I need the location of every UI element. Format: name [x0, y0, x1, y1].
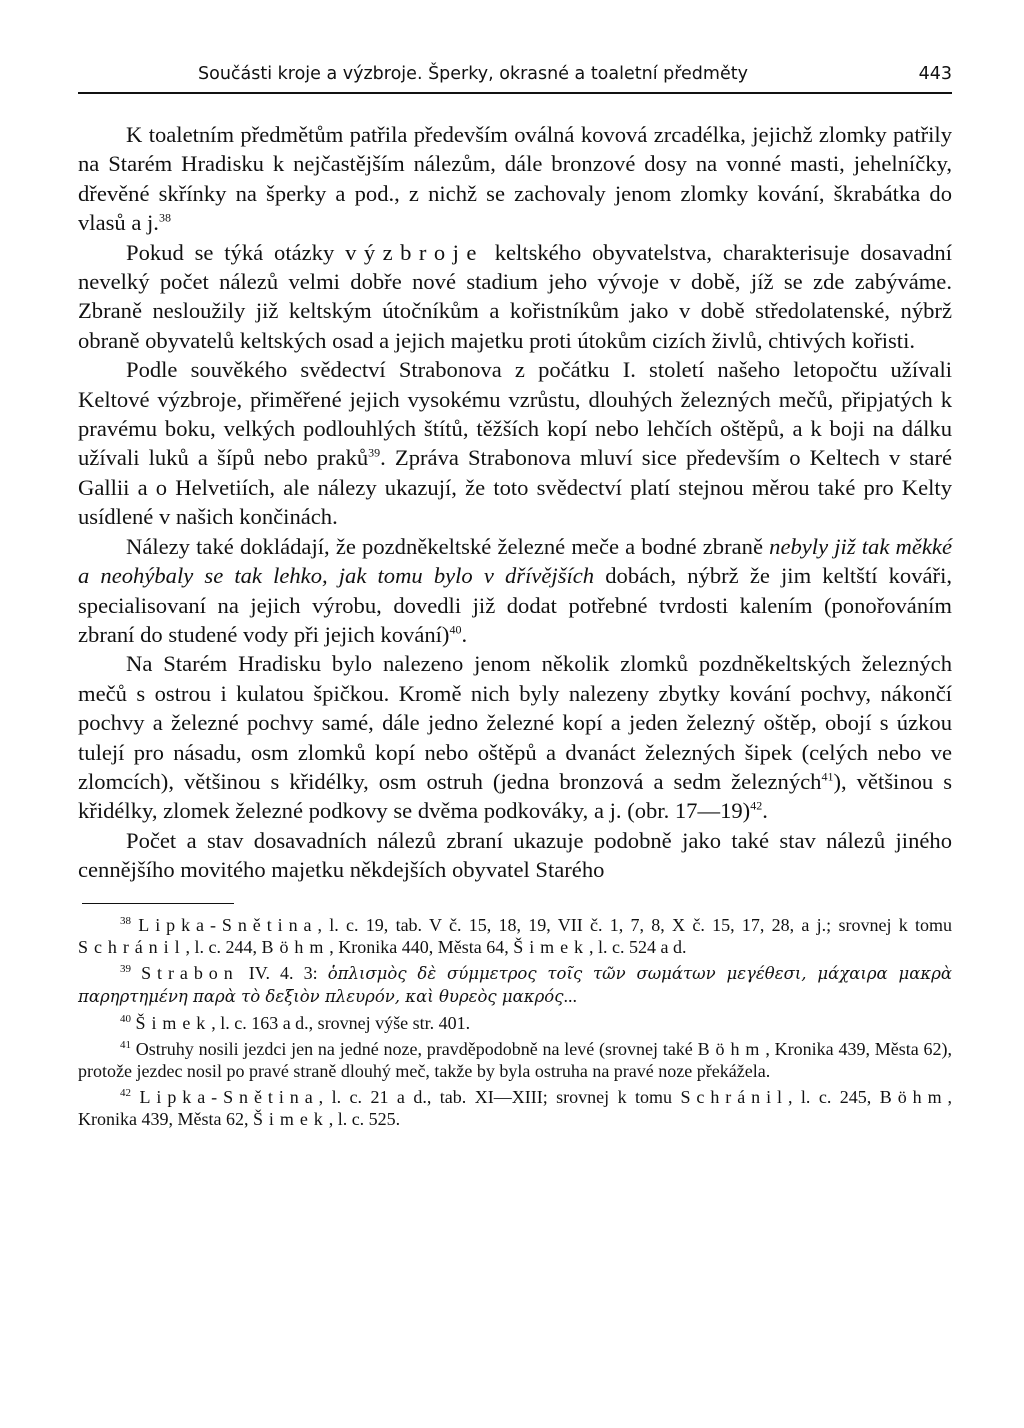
author-name: Böhm	[261, 937, 330, 958]
footnote-41	[78, 1038, 952, 1083]
paragraph-state	[78, 826, 952, 885]
page-number: 443	[918, 64, 952, 84]
footnote-text: , l. c. 244,	[185, 937, 258, 958]
author-name: Böhm	[697, 1038, 766, 1059]
paragraph-text: keltského obyvatelstva, charakterisuje dosavadní nevelký počet nálezů velmi dobře nové stadium jeho vývoje v době, jíž se zde zabýváme. Zbraně nesloužily již keltským útočníkům a kořistníkům jako v době středolatenské, nýbrž obraně obyvatelů keltských osad a jejich majetku proti útokům cizích živlů, chtivých kořisti.	[78, 239, 952, 353]
paragraph-text: Na Starém Hradisku bylo nalezeno jenom několik zlomků pozdněkeltských železných mečů s ostrou i kulatou špičkou. Kromě nich byly nalezeny zbytky kování pochvy, nákončí pochvy a železné pochvy samé, dále jedno železné kopí a jeden železný oštěp, obojí s úzkou tulejí pro násadu, osm zlomků kopí nebo oštěpů a dvanáct železných šipek (celých nebo ve zlomcích), většinou s křidélky, osm ostruh (jedna bronzová a sedm železných	[78, 651, 952, 794]
paragraph-text: ), většinou s křidélky, zlomek železné podkovy se dvěma podkováky, a j. (obr. 17—19)	[78, 768, 952, 824]
footnote-42	[78, 1086, 952, 1131]
footnote-39	[78, 962, 952, 1009]
author-name: Lipka-Snětina	[138, 914, 318, 935]
footnote-text: , l. c. 21 a d., tab. XI—XIII; srovnej k tomu	[318, 1086, 673, 1107]
paragraph-toiletries	[78, 120, 952, 238]
footnote-text: , Kronika 439, Města 62), protože jezdec nosil po pravé straně dlouhý meč, takže by byla ostruha na pravé noze překážela.	[78, 1038, 953, 1082]
greek-quote: ὁπλισμὸς δὲ σύμμετρος τοῖς τῶν σωμάτων μεγέθεσι, μάχαιρα μακρὰ παρηρτημένη παρὰ τὸ δεξιὸν πλευρόν, καὶ θυρεὸς μακρός	[78, 963, 953, 1007]
footnote-number: 38	[120, 914, 131, 927]
footnote-ref-39: 39	[368, 445, 381, 460]
paragraph-armament	[78, 238, 952, 356]
main-text	[78, 120, 952, 885]
footnote-text: , l. c. 19, tab. V č. 15, 18, 19, VII č. 1, 7, 8, X č. 15, 17, 28, a j.; srovnej k tomu	[317, 914, 952, 935]
author-name: Lipka-Snětina	[139, 1086, 319, 1107]
footnote-40	[78, 1012, 952, 1035]
paragraph-finds	[78, 649, 952, 825]
paragraph-text: Nálezy také dokládají, že pozdněkeltské železné meče a bodné zbraně	[126, 533, 763, 559]
paragraph-text: K toaletním předmětům patřila především oválná kovová zrcadélka, jejichž zlomky patřily na Starém Hradisku k nejčastějším nálezům, dále bronzové dosy na vonné masti, jehelníčky, dřevěné skřínky na šperky a pod., z nichž se zachovaly jenom zlomky kování, škrabátka do vlasů a j.	[78, 122, 952, 236]
footnote-number: 39	[120, 962, 131, 975]
author-name: Šimek	[252, 1109, 329, 1130]
paragraph-swords	[78, 532, 952, 650]
footnote-38	[78, 914, 952, 959]
footnote-text: , Kronika 440, Města 64,	[329, 937, 509, 958]
footnote-divider	[82, 903, 234, 904]
book-page	[78, 64, 952, 1134]
footnotes	[78, 914, 952, 1131]
footnote-number: 41	[120, 1038, 131, 1051]
emphasized-word: výzbroje	[345, 239, 484, 265]
footnote-text: , l. c. 525.	[328, 1109, 401, 1130]
footnote-text: IV. 4. 3:	[248, 962, 318, 983]
footnote-number: 42	[120, 1086, 131, 1099]
paragraph-text: . Zpráva Strabonova mluví sice především o Keltech v staré Gallii a o Helvetiích, ale nálezy ukazují, že toto svědectví platí stejnou měrou také pro Kelty usídlené v našich končinách.	[78, 445, 952, 530]
author-name: Schránil	[680, 1086, 788, 1107]
paragraph-text: Podle souvěkého svědectví Strabonova z počátku I. století našeho letopočtu užívali Keltové výzbroje, přiměřené jejich vysokému vzrůstu, dlouhých železných mečů, připjatých k pravému boku, velkých podlouhlých štítů, těžších kopí nebo lehčích oštěpů, a k boji na dálku užívali luků a šípů nebo praků	[78, 357, 952, 471]
author-name: Šimek	[135, 1012, 212, 1033]
footnote-ref-38: 38	[158, 210, 171, 225]
author-name: Šimek	[513, 937, 589, 958]
paragraph-text: Pokud se týká otázky	[126, 239, 335, 265]
footnote-number: 40	[120, 1012, 131, 1025]
running-header	[78, 64, 952, 94]
italic-text: nebyly již tak měkké a neohýbaly se tak lehko, jak tomu bylo v dřívějších	[78, 533, 952, 589]
footnote-text: Ostruhy nosili jezdci jen na jedné noze, pravděpodobně na levé (srovnej také	[135, 1038, 693, 1059]
footnote-text: , l. c. 524 a d.	[588, 937, 687, 958]
author-name: Böhm	[879, 1086, 948, 1107]
paragraph-text: .	[461, 621, 468, 647]
paragraph-text: dobách, nýbrž že jim keltští kováři, specialisovaní na jejich výrobu, dovedli již dodat potřebné tvrdosti kalením (ponořováním zbraní do studené vody při jejich kování)	[78, 563, 953, 647]
paragraph-strabo	[78, 355, 952, 531]
running-title: Součásti kroje a výzbroje. Šperky, okrasné a toaletní předměty	[198, 64, 748, 84]
paragraph-text: .	[762, 798, 768, 824]
author-name: Strabon	[141, 962, 239, 983]
footnote-text: , l. c. 245,	[787, 1086, 872, 1107]
footnote-ref-40: 40	[449, 622, 462, 637]
footnote-ref-42: 42	[750, 798, 763, 813]
footnote-text: , Kronika 439, Města 62,	[78, 1086, 953, 1130]
paragraph-text: Počet a stav dosavadních nálezů zbraní ukazuje podobně jako také stav nálezů jiného cennějšího movitého majetku někdejších obyvatel Starého	[78, 827, 952, 883]
footnote-text: , l. c. 163 a d., srovnej výše str. 401.	[211, 1012, 471, 1033]
author-name: Schránil	[78, 937, 186, 958]
footnote-ref-41: 41	[821, 769, 834, 784]
footnote-text: ...	[563, 986, 577, 1007]
